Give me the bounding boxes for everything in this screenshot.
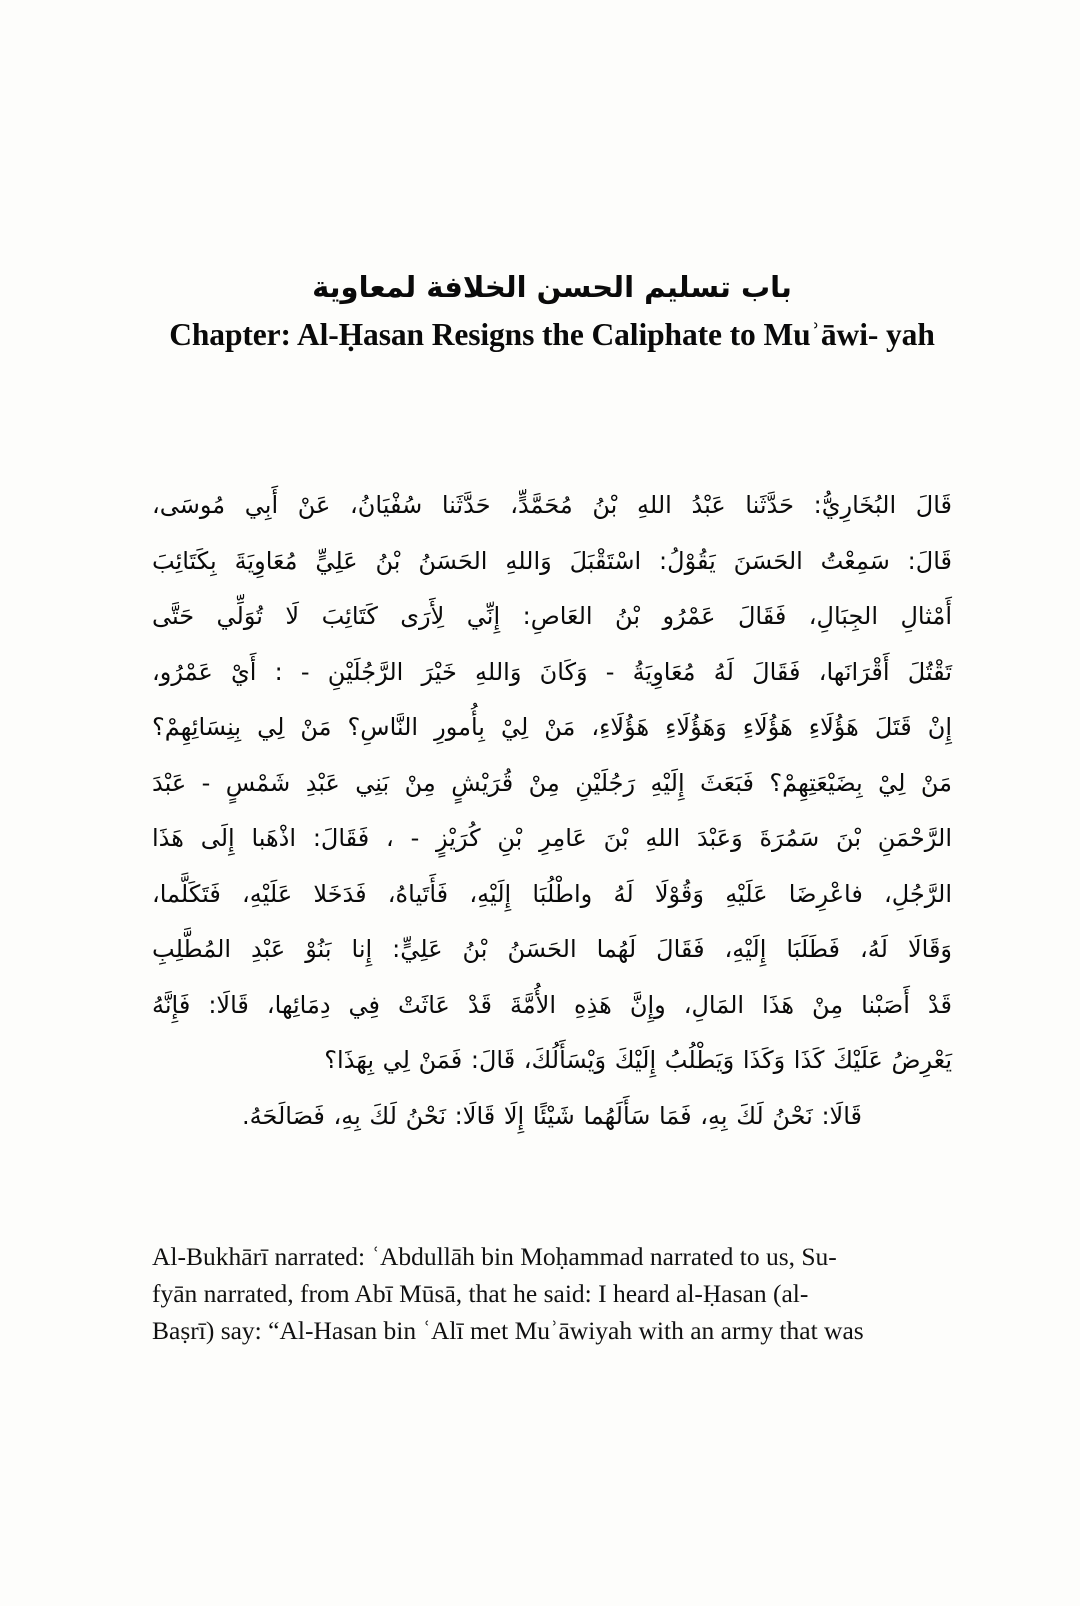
arabic-line: وَقَالَا لَهُ، فَطَلَبَا إِلَيْهِ، فَقَالَ لَهُما الحَسَنُ بْنُ عَلِيٍّ: إِنا بَنُوْ عَبْدِ المُطَّلِبِ (152, 935, 952, 963)
chapter-heading-arabic: باب تسليم الحسن الخلافة لمعاوية (312, 270, 792, 304)
arabic-line: إِنْ قَتَلَ هَؤُلَاءِ هَؤُلَاءِ وَهَؤُلَاءِ هَؤُلَاءِ، مَنْ لِيْ بِأُمورِ النَّاسِ؟ مَنْ لِي بِنِسَائِهِمْ؟ (152, 713, 952, 741)
english-line: fyān narrated, from Abī Mūsā, that he said: I heard al-Ḥasan (al- (152, 1279, 809, 1308)
arabic-paragraph (152, 478, 952, 1144)
chapter-heading-block (152, 268, 952, 358)
chapter-heading-english-line-1: Chapter: Al-Ḥasan Resigns the Caliphate to Muʾāwi- (169, 317, 879, 353)
arabic-body-text (152, 478, 952, 1144)
arabic-line: قَالَا: نَحْنُ لَكَ بِهِ، فَمَا سَأَلَهُما شَيْئًا إِلَا قَالَا: نَحْنُ لَكَ بِهِ، فَصَالَحَهُ. (241, 1101, 862, 1130)
arabic-line: قَالَ البُخَارِيُّ: حَدَّثَنا عَبْدُ اللهِ بْنُ مُحَمَّدٍّ، حَدَّثَنا سُفْيَانُ، عَنْ أَبِي مُوسَى، (152, 491, 952, 519)
arabic-line: الرَّجُلِ، فاعْرِضَا عَلَيْهِ وَقُوْلَا لَهُ واطْلُبَا إِلَيْهِ، فَأَتَياهُ، فَدَخَلا عَلَيْهِ، فَتَكَلَّما، (152, 879, 952, 908)
english-translation-text (152, 1238, 952, 1349)
arabic-line: يَعْرِضُ عَلَيْكَ كَذَا وَكَذَا وَيَطْلُبُ إِلَيْكَ وَيْسَأَلُكَ، قَالَ: فَمَنْ لِي بِهَذَا؟ (324, 1046, 952, 1074)
english-line: Al-Bukhārī narrated: ʿAbdullāh bin Moḥammad narrated to us, Su- (152, 1242, 837, 1271)
arabic-line: الرَّحْمَنِ بْنَ سَمُرَةَ وَعَبْدَ اللهِ بْنَ عَامِرِ بْنِ كُرَيْزٍ - ، فَقَالَ: اذْهَبا إِلَى هَذَا (152, 824, 952, 852)
arabic-line: مَنْ لِيْ بِضَيْعَتِهِمْ؟ فَبَعَثَ إِلَيْهِ رَجُلَيْنِ مِنْ قُرَيْشٍ مِنْ بَنِي عَبْدِ شَمْسٍ - عَبْدَ (152, 768, 952, 797)
arabic-line: تَقْتُلَ أَقْرَانَها، فَقَالَ لَهُ مُعَاوِيَةُ - وَكَانَ وَاللهِ خَيْرَ الرَّجُلَيْنِ - : أَيْ عَمْرُو، (152, 657, 952, 686)
arabic-line: قَدْ أَصَبْنا مِنْ هَذَا المَالِ، وإِنَّ هَذِهِ الأُمَّةَ قَدْ عَاثَتْ فِي دِمَائِها، قَالَا: فَإِنَّهُ (152, 990, 952, 1019)
page-text-column (152, 0, 952, 1606)
english-paragraph (152, 1238, 952, 1349)
arabic-line: أَمْثالِ الجِبَالِ، فَقَالَ عَمْرُو بْنُ العَاصِ: إِنِّي لِأَرَى كَتَائِبَ لَا تُوَلِّي حَتَّى (152, 602, 952, 630)
english-line: Baṣrī) say: “Al-Hasan bin ʿAlī met Muʾāwiyah with an army that was (152, 1316, 864, 1345)
arabic-line: قَالَ: سَمِعْتُ الحَسَنَ يَقُوْلُ: اسْتَقْبَلَ وَاللهِ الحَسَنُ بْنُ عَلِيٍّ مُعَاوِيَةَ بِكَتَائِبَ (152, 546, 952, 575)
chapter-heading-english (152, 313, 952, 358)
chapter-heading-english-line-2: yah (886, 317, 935, 353)
